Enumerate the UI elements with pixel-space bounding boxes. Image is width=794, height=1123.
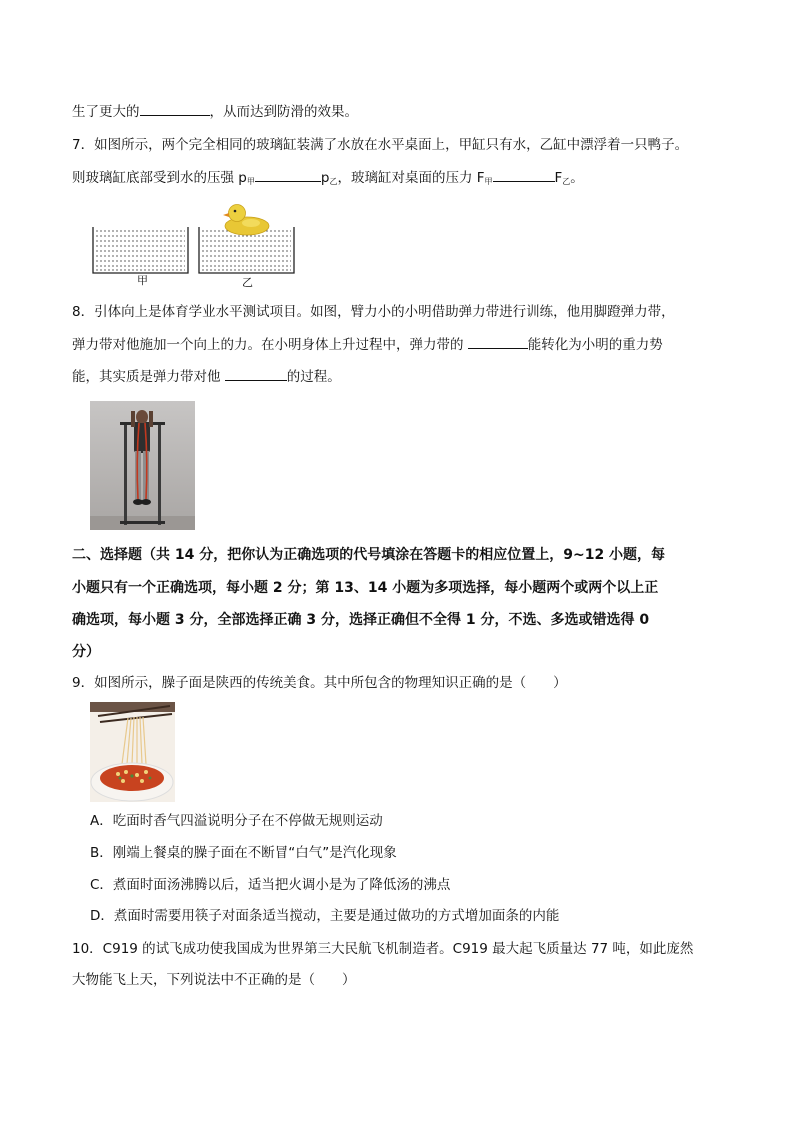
q7-line-1: 7．如图所示，两个完全相同的玻璃缸装满了水放在水平桌面上，甲缸只有水，乙缸中漂浮着一只鸭子。: [72, 137, 689, 153]
section2-line-4: 分）: [72, 644, 100, 660]
pullup-photo: [90, 401, 195, 530]
q7-pressure-blank[interactable]: [255, 167, 321, 182]
q8-text-d: 的过程。: [286, 369, 341, 385]
q7-text-b: p: [320, 170, 330, 186]
noodle-photo: [90, 702, 175, 802]
q7-sub-jia: 甲: [246, 177, 255, 186]
q8-text-c: 能，其实质是弹力带对他: [72, 369, 221, 385]
q10-line-2: 大物能飞上天，下列说法中不正确的是（ ）: [72, 972, 356, 988]
section2-line-3: 确选项，每小题 3 分，全部选择正确 3 分，选择正确但不全得 1 分，不选、多选或错选得 0: [72, 612, 650, 628]
q8-text-b: 能转化为小明的重力势: [527, 337, 663, 353]
q9-option-c[interactable]: C．煮面时面汤沸腾以后，适当把火调小是为了降低汤的沸点: [90, 877, 451, 893]
section2-line-1: 二、选择题（共 14 分，把你认为正确选项的代号填涂在答题卡的相应位置上，9~12 小题，每: [72, 547, 666, 563]
q9-stem: 9．如图所示，臊子面是陕西的传统美食。其中所包含的物理知识正确的是（ ）: [72, 675, 567, 691]
q10-line-1: 10．C919 的试飞成功使我国成为世界第三大民航飞机制造者。C919 最大起飞质量达 77 吨，如此庞然: [72, 941, 694, 957]
tank-label-yi: 乙: [242, 276, 253, 289]
tank-label-jia: 甲: [137, 274, 148, 287]
duck-icon: [223, 205, 269, 236]
q7-sub-yi-2: 乙: [562, 177, 571, 186]
q8-line-3: [72, 366, 341, 387]
q9-option-b[interactable]: B．刚端上餐桌的臊子面在不断冒“白气”是汽化现象: [90, 845, 397, 861]
q7-force-blank[interactable]: [493, 167, 555, 182]
q7-sub-yi: 乙: [329, 177, 338, 186]
pullup-illustration: [90, 401, 195, 530]
tanks-illustration: [90, 200, 300, 292]
q8-process-blank[interactable]: [225, 366, 287, 381]
q9-option-d[interactable]: D．煮面时需要用筷子对面条适当搅动，主要是通过做功的方式增加面条的内能: [90, 908, 560, 924]
q7-tanks-figure: [90, 200, 300, 292]
q9-option-a[interactable]: A．吃面时香气四溢说明分子在不停做无规则运动: [90, 813, 383, 829]
q8-energy-blank[interactable]: [468, 334, 528, 349]
q7-line-2: [72, 167, 584, 192]
q7-text-d: F: [554, 170, 563, 186]
q8-text-a: 弹力带对他施加一个向上的力。在小明身体上升过程中，弹力带的: [72, 337, 464, 353]
q7-sub-jia-2: 甲: [484, 177, 493, 186]
q7-text-c: ，玻璃缸对桌面的压力 F: [337, 170, 485, 186]
section2-line-2: 小题只有一个正确选项，每小题 2 分；第 13、14 小题为多项选择，每小题两个或两个以上正: [72, 580, 659, 596]
noodle-illustration: [90, 702, 175, 802]
q7-text-a: 则玻璃缸底部受到水的压强 p: [72, 170, 247, 186]
q8-line-1: 8．引体向上是体育学业水平测试项目。如图，臂力小的小明借助弹力带进行训练，他用脚蹬弹力带，: [72, 304, 675, 320]
q6-text-pre: 生了更大的: [72, 104, 140, 120]
q6-line: [72, 101, 358, 122]
q8-line-2: [72, 334, 663, 355]
q7-text-e: 。: [570, 170, 584, 186]
q6-answer-blank[interactable]: [140, 101, 210, 116]
q6-text-post: ，从而达到防滑的效果。: [209, 104, 358, 120]
